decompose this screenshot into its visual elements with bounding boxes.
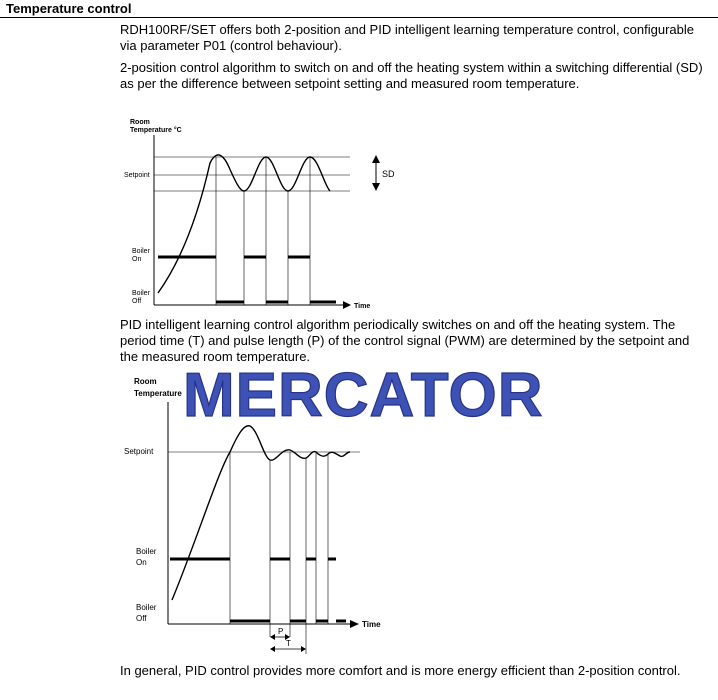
watermark-text: MERCATOR <box>183 361 544 430</box>
two-position-paragraph: 2-position control algorithm to switch on and off the heating system within a switching differential (SD) as per the difference between setpoint setting and measured room temperature. <box>120 60 703 91</box>
fig1-y-label-line2: Temperature °C <box>130 127 182 134</box>
mercator-watermark <box>175 356 605 432</box>
fig1-x-label: Time <box>354 303 371 310</box>
fig2-p-label: P <box>278 627 284 636</box>
fig1-setpoint-label: Setpoint <box>124 172 150 179</box>
fig1-boiler-off-label-line1: Boiler <box>132 290 150 297</box>
conclusion-paragraph: In general, PID control provides more comfort and is more energy efficient than 2-position control. <box>120 663 681 678</box>
fig2-t-arrow-left <box>270 646 275 652</box>
fig2-p-arrow-left <box>270 634 275 640</box>
fig2-y-label-line2: Temperature <box>134 389 182 398</box>
fig1-sd-label: SD <box>382 169 395 179</box>
fig1-boiler-off-label-line2: Off <box>132 298 142 305</box>
intro-paragraph: RDH100RF/SET offers both 2-position and PID intelligent learning temperature control, configurable via parameter P01 (control behaviour). <box>120 22 694 53</box>
section-title: Temperature control <box>6 1 132 16</box>
two-position-control-diagram <box>118 115 408 315</box>
fig2-x-axis-arrow <box>350 620 359 628</box>
fig1-x-axis-arrow <box>343 301 351 309</box>
fig1-sd-arrow-down <box>372 183 380 191</box>
fig1-sd-arrow-up <box>372 155 380 163</box>
fig2-boiler-on-label-line2: On <box>136 558 147 567</box>
fig2-boiler-off-label-line1: Boiler <box>136 603 157 612</box>
section-header-bar <box>0 0 718 18</box>
fig2-y-label-line1: Room <box>134 377 157 386</box>
fig2-setpoint-label: Setpoint <box>124 447 154 456</box>
fig1-y-label-line1: Room <box>130 119 150 126</box>
fig1-boiler-on-label-line2: On <box>132 256 142 263</box>
fig2-x-label: Time <box>362 620 381 629</box>
fig2-t-label: T <box>286 639 291 648</box>
pid-paragraph: PID intelligent learning control algorithm periodically switches on and off the heating system. The period time (T) and pulse length (P) of the control signal (PWM) are determined by the setpoint and the measured room temperature. <box>120 317 690 364</box>
fig2-boiler-on-label-line1: Boiler <box>136 547 157 556</box>
fig2-boiler-off-label-line2: Off <box>136 614 147 623</box>
fig2-t-arrow-right <box>301 646 306 652</box>
fig1-boiler-on-label-line1: Boiler <box>132 248 150 255</box>
